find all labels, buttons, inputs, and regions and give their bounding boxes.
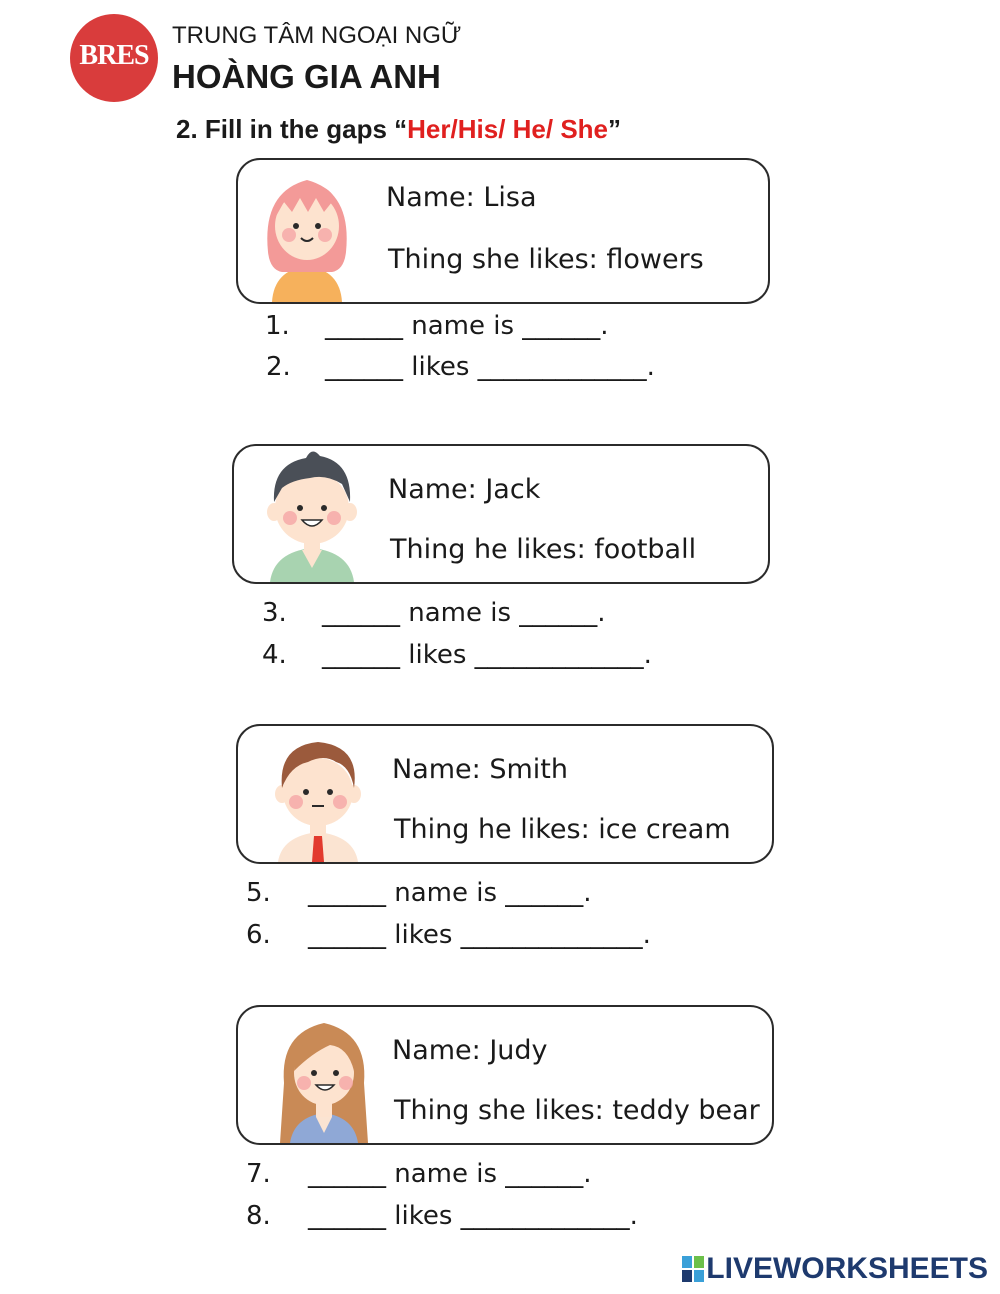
card-thing: Thing he likes: ice cream (394, 814, 731, 845)
card-name: Name: Smith (392, 754, 568, 785)
question-text: ______ likes ______________. (308, 920, 651, 950)
card-name: Name: Judy (392, 1035, 548, 1066)
exercise-title: 2. Fill in the gaps “Her/His/ He/ She” (176, 114, 622, 144)
question-number: 5. (246, 878, 271, 908)
liveworksheets-blocks-icon (682, 1256, 704, 1282)
question-line (246, 1159, 592, 1189)
question-line (262, 640, 652, 670)
card-thing: Thing she likes: teddy bear (394, 1095, 760, 1126)
question-text: ______ likes _____________. (325, 352, 655, 382)
boy-avatar-icon (262, 446, 362, 582)
question-text: ______ name is ______. (308, 1159, 592, 1189)
question-text: ______ name is ______. (322, 598, 606, 628)
question-line (246, 878, 592, 908)
question-number: 3. (262, 598, 287, 628)
question-line (246, 920, 651, 950)
profile-card-judy (236, 1005, 774, 1145)
question-number: 4. (262, 640, 287, 670)
card-thing: Thing she likes: flowers (388, 244, 704, 275)
question-number: 2. (266, 352, 291, 382)
card-name: Name: Jack (388, 474, 541, 505)
center-name-main: HOÀNG GIA ANH (172, 58, 441, 95)
question-number: 1. (265, 311, 290, 341)
title-highlight: Her/His/ He/ She (407, 114, 609, 144)
question-number: 7. (246, 1159, 271, 1189)
question-line (246, 1201, 638, 1231)
woman-avatar-icon (274, 1013, 374, 1143)
question-text: ______ likes _____________. (308, 1201, 638, 1231)
profile-card-jack (232, 444, 770, 584)
center-name-top: TRUNG TÂM NGOẠI NGỮ (172, 22, 462, 49)
girl-avatar-icon (252, 162, 362, 302)
card-name: Name: Lisa (386, 182, 537, 213)
question-number: 6. (246, 920, 271, 950)
logo-text: BRES (79, 40, 149, 71)
card-thing: Thing he likes: football (390, 534, 697, 565)
question-text: ______ likes _____________. (322, 640, 652, 670)
liveworksheets-logo (682, 1252, 988, 1286)
profile-card-lisa (236, 158, 770, 304)
question-line (265, 311, 609, 341)
center-logo (70, 14, 158, 102)
question-number: 8. (246, 1201, 271, 1231)
question-text: ______ name is ______. (325, 311, 609, 341)
question-text: ______ name is ______. (308, 878, 592, 908)
question-line (266, 352, 655, 382)
liveworksheets-brand: LIVEWORKSHEETS (706, 1252, 988, 1285)
question-line (262, 598, 606, 628)
profile-card-smith (236, 724, 774, 864)
boy-with-tie-avatar-icon (268, 732, 368, 862)
